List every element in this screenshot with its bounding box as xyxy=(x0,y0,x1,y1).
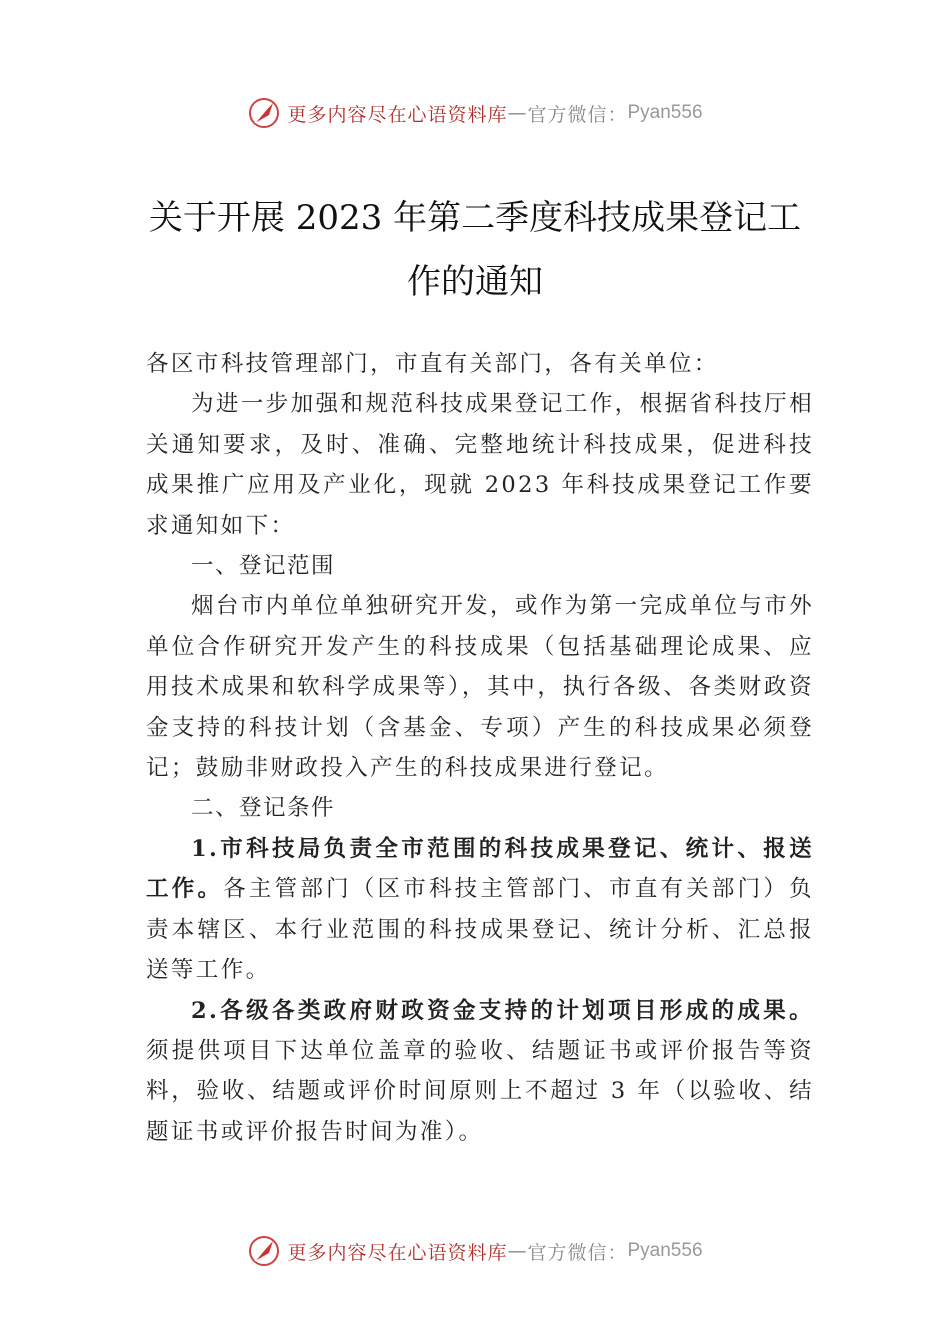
item-2-text: 须提供项目下达单位盖章的验收、结题证书或评价报告等资料，验收、结题或评价时间原则上不超过 3 年（以验收、结题证书或评价报告时间为准）。 xyxy=(146,1037,814,1145)
watermark-account-label: 官方微信： xyxy=(527,1241,628,1264)
title-line-2: 作的通知 xyxy=(407,262,543,302)
watermark-account-id: Pyan556 xyxy=(627,1240,703,1261)
section-2-item-1 xyxy=(146,829,814,991)
item-1-text: 各主管部门（区市科技主管部门、市直有关部门）负责本辖区、本行业范围的科技成果登记、统计分析、汇总报送等工作。 xyxy=(146,876,814,984)
section-1-heading: 一、登记范围 xyxy=(191,553,336,580)
item-2-lead: 2.各级各类政府财政资金支持的计划项目形成的成果。 xyxy=(191,997,814,1024)
watermark-account-label: 官方微信： xyxy=(527,103,628,126)
watermark-dash: — xyxy=(507,1240,528,1262)
document-title xyxy=(140,186,810,314)
watermark-bottom xyxy=(0,1234,950,1268)
feather-pen-logo-icon xyxy=(247,96,281,130)
watermark-brand: 更多内容尽在心语资料库 xyxy=(287,103,508,126)
item-1-lead: 1.市科技局负责全市范围的科技成果登记、统计、报送工作。 xyxy=(146,835,814,903)
intro-paragraph: 为进一步加强和规范科技成果登记工作，根据省科技厅相关通知要求，及时、准确、完整地统计科技成果，促进科技成果推广应用及产业化，现就 2023 年科技成果登记工作要求通知如下： xyxy=(146,391,814,539)
watermark-top xyxy=(0,96,950,130)
document-body xyxy=(146,344,814,1152)
section-1-paragraph: 烟台市内单位单独研究开发，或作为第一完成单位与市外单位合作研究开发产生的科技成果（包括基础理论成果、应用技术成果和软科学成果等），其中，执行各级、各类财政资金支持的科技计划（含基金、专项）产生的科技成果必须登记；鼓励非财政投入产生的科技成果进行登记。 xyxy=(146,593,814,782)
watermark-account-id: Pyan556 xyxy=(627,102,703,123)
salutation: 各区市科技管理部门，市直有关部门，各有关单位： xyxy=(146,351,719,377)
section-2-heading: 二、登记条件 xyxy=(191,795,336,822)
section-2-item-2 xyxy=(146,991,814,1153)
watermark-brand: 更多内容尽在心语资料库 xyxy=(287,1241,508,1264)
feather-pen-logo-icon xyxy=(247,1234,281,1268)
watermark-dash: — xyxy=(507,102,528,124)
title-line-1: 关于开展 2023 年第二季度科技成果登记工 xyxy=(148,198,802,238)
